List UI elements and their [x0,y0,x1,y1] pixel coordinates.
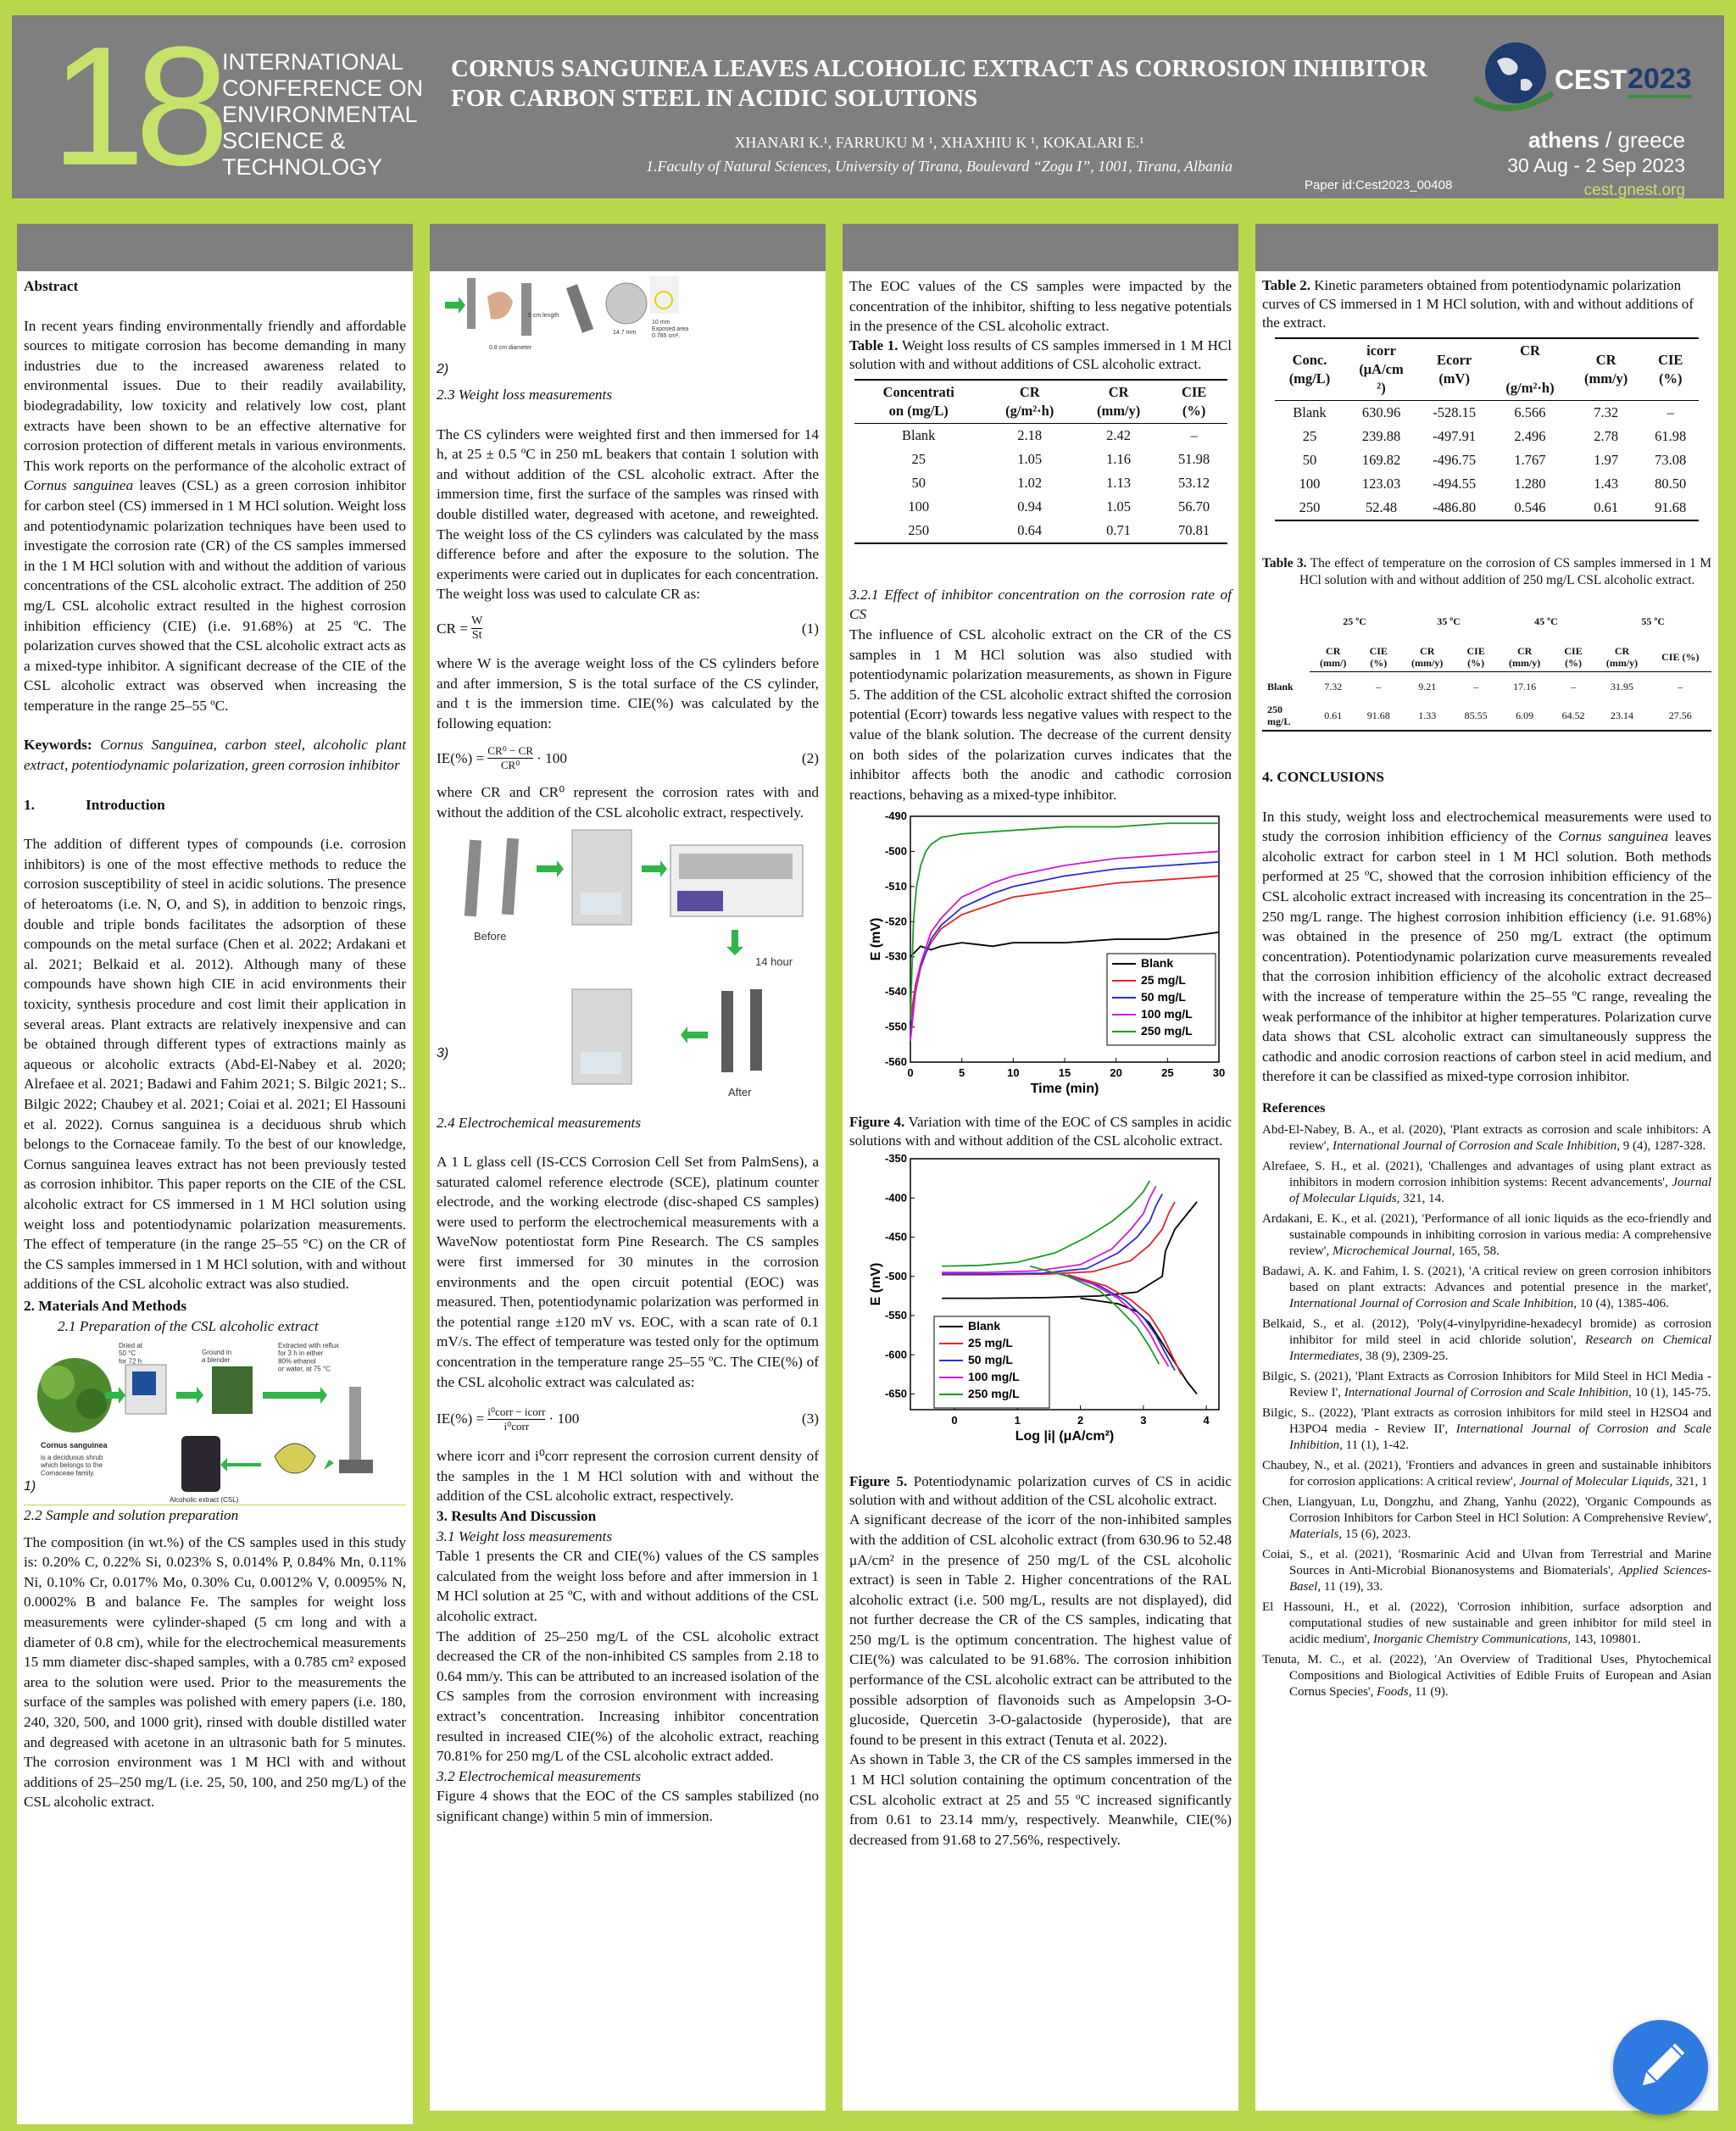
reference-item: Bilgic, S. (2021), 'Plant Extracts as Corrosion Inhibitors for Mild Steel in HCl Media - Review I', International Journal of Corrosion and Scale Inhibition, 10 (1), 145-75. [1262,1369,1711,1399]
x-tick-label: 1 [1014,1414,1021,1427]
table-3-cell: 85.55 [1455,695,1498,731]
table-3-sub-header: CIE (%) [1357,630,1400,672]
figure-3-procedure [437,823,819,1113]
column-2 [430,271,826,2111]
y-tick-label: -600 [884,1348,907,1361]
y-tick-label: -450 [884,1230,907,1244]
table-2-cell: Blank [1293,404,1327,420]
table-row [854,519,1227,543]
subsection-2-1: 2.1 Preparation of the CSL alcoholic extract [58,1317,319,1334]
table-3-cell: 27.56 [1650,695,1711,731]
table-1-header-cell: CIE (%) [1161,380,1227,424]
fig1-extracted-label: Extracted with reflux for 3 h in either 80% ethanol or water, at 75 °C [278,1342,340,1373]
globe-logo-icon [1472,36,1556,120]
fig3-hours-label: 14 hour [755,954,793,968]
table-2-caption: Table 2. Kinetic parameters obtained from potentiodynamic polarization curves of CS immersed in 1 M HCl solution, with and without additions of the extract. [1262,277,1694,331]
electrochem-text: A 1 L glass cell (IS-CCS Corrosion Cell Set from PalmSens), a saturated calomel reference electrode (SCE), platinum counter electrode, and the working electrode (disc-shaped CS samples) were used to perform the electrochemical measurements with a WaveNow potentiostat form Pine Research. The CS samples were first immersed for 30 minutes in the corrosion environments and the open circuit potential (EOC) was measured. Then, potentiodynamic polarization was performed in the potential range ±120 mV vs. EOC, with a scan rate of 0.1 mV/s. The effect of temperature was tested only for the optimum concentration in the temperature range 25–55 ºC. The CIE(%) of the CSL alcoholic extract was calculated as: [437,1154,819,1390]
table-1-cell: 1.02 [1017,474,1043,491]
conference-line: INTERNATIONAL [222,49,404,75]
table-1-cell: 53.12 [1178,474,1210,491]
table-2-cell: 1.97 [1594,452,1619,468]
table-3-temp-header: 55 ºC [1641,615,1666,627]
table-1-cell: 0.94 [1017,498,1043,515]
y-axis-label: E (mV) [869,917,883,961]
equation-number: (1) [801,620,819,637]
column-header-bar [1255,224,1718,271]
figure-4-caption: Figure 4. Variation with time of the EOC of CS samples in acidic solutions with and without addition of the CSL alcoholic extract. [849,1114,1232,1149]
sample-text: The composition (in wt.%) of the CS samples used in this study is: 0.20% C, 0.22% Si, 0.023% S, 0.014% P, 0.84% Mn, 0.11% Ni, 0.10% Cr, 0.017% Mo, 0.30% Cu, 0.0012% V, 0.0095% N, 0.0002% B and balance Fe. The samples for weight loss measurements were cylinder-shaped (5 cm long and with a diameter of 0.8 cm), while for the electrochemical measurements 15 mm diameter disc-shaped samples, with a 0.785 cm² exposed area to the solution were used. Prior to the measurements the surface of the samples was polished with emery papers (i.e. 180, 240, 320, 500, and 1000 grit), rinsed with double distilled water and degreased with acetone in an ultrasonic bath for 5 minutes. The corrosion environment was 1 M HCl with and without additions of 25–250 mg/L (i.e. 25, 50, 100, and 250 mg/L) of the CSL alcoholic extract. [24,1533,406,1811]
conference-dates: 30 Aug - 2 Sep 2023 [1507,154,1685,176]
table-2-cell: 250 [1275,496,1344,520]
keywords: Keywords: Cornus Sanguinea, carbon steel, alcoholic plant extract, potentiodynamic polarization, green corrosion inhibitor [24,737,406,774]
x-tick-label: 25 [1161,1066,1174,1080]
fig3-after-label: After [728,1085,752,1099]
column-4 [1255,271,1718,2111]
poster-title: CORNUS SANGUINEA LEAVES ALCOHOLIC EXTRACT AS CORROSION INHIBITOR FOR CARBON STEEL IN ACIDIC SOLUTIONS [451,55,1427,112]
table-3-caption: Table 3. The effect of temperature on the corrosion of CS samples immersed in 1 M HCl solution with and without addition of 250 mg/L CSL alcoholic extract. [1262,556,1711,587]
table-row [1275,472,1699,496]
fig2-length-label: 5 cm length [528,313,559,319]
subsection-2-3: 2.3 Weight loss measurements [437,387,613,403]
venue [1473,127,1685,153]
table-1-header-cell: Concentrati on (mg/L) [854,380,983,424]
abstract-heading: Abstract [24,278,79,294]
conclusions-text: In this study, weight loss and electrochemical measurements were used to study the corrosion inhibition efficiency of the Cornus sanguinea leaves alcoholic extract for carbon steel in 1 M HCl solution. Both methods performed at 25 ºC, showed that the corrosion inhibition efficiency of the CSL alcoholic extract increased with increasing its concentration in the 25–250 mg/L range. The highest corrosion inhibition efficiency (i.e. 91.68%) was obtained in the presence of 250 mg/L extract (the optimum concentration). Potentiodynamic polarization curve measurements revealed that the corrosion inhibition efficiency of the alcoholic extract decreased with the increase of temperature within the 25–55 ºC range, revealing the weak performance of the inhibitor at higher temperatures. Polarization curve data shows that CSL alcoholic extract can simultaneously suppress the cathodic and anodic corrosion reactions of carbon steel in acid medium, and therefore it can be classified as mixed-type corrosion inhibitor. [1262,808,1711,1085]
intro-text: The addition of different types of compounds (i.e. corrosion inhibitors) is one of the most effective methods to reduce the corrosion susceptibility of steel in acidic solutions. The presence of heteroatoms (i.e. N, O, and S), in addition to benzoic rings, double and triple bonds facilitates the adsorption of these compounds on the metal surface (Chen et al. 2022; Ardakani et al. 2021; Belkaid et al. 2012). Although many of these compounds have shown high CIE in acid environments their toxicity, synthesis procedure and cost limit their application in several areas. Plant extracts are relatively inexpensive and can be obtained through different types of extractions mainly as aqueous or alcoholic extracts (Abd-El-Nabey et al. 2020; Alrefaee et al. 2021; Badawi and Fahim 2021; S. Bilgic 2021; S.. Bilgic 2022; Chaubey et al. 2021; Coiai et al. 2021; El Hassouni et al. 2022). Cornus sanguinea is a deciduous shrub which belongs to the Cornaceae family. To the best of our knowledge, Cornus sanguinea leaves extract has not been previously tested as corrosion inhibitor. This paper reports on the CIE of the CSL alcoholic extract for CS immersed in 1 M HCl solution using weight loss and potentiodynamic polarization measurements. The effect of temperature (in the range 25–55 °C) on the CR of the CS samples immersed in 1 M HCl solution, with and without additions of the CSL alcoholic extract was also studied. [24,836,406,1293]
table-2-cell: 7.32 [1594,404,1619,420]
series-line [942,1202,1197,1299]
figure-5-caption: Figure 5. Potentiodynamic polarization curves of CS in acidic solution with and without addition of the CSL alcoholic extract. [849,1473,1232,1509]
table-3-temp-header: 25 ºC [1343,615,1366,627]
table-2-cell: 6.566 [1514,404,1546,420]
table-1-cell: Blank [902,426,936,443]
table-1-caption: Table 1. Weight loss results of CS samples immersed in 1 M HCl solution with and without additions of CSL alcoholic extract. [849,337,1232,372]
table-3-cell: – [1376,681,1382,693]
reference-item: Ardakani, E. K., et al. (2021), 'Performance of all ionic liquids as the eco-friendly and sustainable compounds in inhibiting corrosion in various media: A comprehensive review', Microchemical Journal, 165, 58. [1262,1211,1711,1258]
y-tick-label: -550 [884,1309,907,1322]
table-1-cell: – [1190,426,1198,443]
paper-id: Paper id:Cest2023_00408 [1305,178,1453,192]
legend-label: 250 mg/L [968,1387,1020,1401]
table-1-cell: 50 [911,474,926,491]
table-2-header-cell: icorr (μA/cm ²) [1344,338,1418,401]
poster-header [12,15,1724,198]
legend-label: 250 mg/L [1141,1024,1193,1038]
table-2-header-cell: CIE (%) [1642,338,1699,401]
x-tick-label: 10 [1007,1066,1020,1080]
abstract-text: In recent years finding environmentally friendly and affordable sources to mitigate corrosion has become demanding in many industries due to the increased awareness related to environmental issues. Due to their readily availability, biodegradability, low toxicity and relatively low cost, plant extracts have been shown to be an effective alternative for corrosion protection of different metals in various environments. This work reports on the performance of the alcoholic extract of Cornus sanguinea leaves (CSL) as a green corrosion inhibitor for carbon steel (CS) immersed in 1 M HCl solution. Weight loss and potentiodynamic polarization techniques have been used to investigate the corrosion rate (CR) of the CS samples immersed in the 1 M HCl solution with and without the addition of various concentrations of the CSL alcoholic extract. The addition of 250 mg/L CSL alcoholic extract resulted in the highest corrosion inhibition efficiency (CIE) (i.e. 91.68%) at 25 ºC. The polarization curves showed that the CSL alcoholic extract acts as a mixed-type inhibitor. A significant decrease of the CIE of the CSL alcoholic extract was observed when increasing the temperature in the range 25–55 ºC. [24,317,406,714]
equation-3: IE(%) = i⁰corr − icorr i⁰corr · 100 (3) [437,1405,819,1433]
table-2-cell: 239.88 [1361,428,1401,444]
conference-line: ENVIRONMENTAL [222,102,418,127]
fig1-label: 1) [24,1479,36,1494]
table-3-temp-header: 35 ºC [1437,615,1461,627]
x-tick-label: 0 [907,1066,914,1080]
figure-5-svg [849,1150,1231,1472]
legend-label: Blank [968,1319,1001,1333]
table-3-cell: 250 mg/L [1262,695,1310,731]
conference-line: TECHNOLOGY [222,154,383,180]
column-header-bar [843,224,1238,271]
table-2-cell: 91.68 [1642,496,1699,520]
table-1-cell: 1.16 [1106,450,1132,467]
table-row [1275,496,1699,520]
conference-name [222,49,442,181]
y-tick-label: -650 [884,1387,907,1400]
table-2-cell: 1.43 [1594,476,1619,492]
table-3-cell: – [1678,681,1683,693]
table-2-cell: 0.61 [1570,496,1643,520]
fig1-species-desc: is a deciduous shrub which belongs to the Cornaceae family. [41,1454,103,1477]
y-tick-label: -500 [884,844,907,858]
table-1-cell: 2.42 [1106,426,1132,443]
y-axis-label: E (mV) [869,1262,883,1306]
subsection-2-2: 2.2 Sample and solution preparation [24,1507,239,1524]
results-para-1: Table 1 presents the CR and CIE(%) values of the CS samples calculated from the weight loss before and after immersion in 1 M HCl solution at 25 ºC, with and without additions of the CSL alcoholic extract. [437,1548,819,1624]
icorr-text: A significant decrease of the icorr of the non-inhibited samples with the addition of CSL alcoholic extract (from 630.96 to 52.48 μA/cm² in the presence of 250 mg/L of the CSL alcoholic extract) is seen in Table 2. Higher concentrations of the RAL alcoholic extract (i.e. 500 mg/L, results are not displayed), did not further decrease the CR of the CS samples, indicating that 250 mg/L is the optimum concentration. The highest value of CIE(%) was calculated to be 91.68%. The corrosion inhibition performance of the CSL alcoholic extract can be attributed to the possible adsorption of flavonoids such as Ampelopsin 3-O-glucoside, Quercetin 3-O-galactoside (hyperoside), that are found to be present in this extract (Tenuta et al. 2022). [849,1511,1232,1748]
fig2-area-label: 10 mm Exposed area 0.785 cm². [652,320,689,340]
table-3-cell: 7.32 [1324,681,1343,693]
where-3-text: where icorr and i⁰corr represent the corrosion current density of the samples in the 1 M HCl solution with and without the addition of the CSL alcoholic extract, respectively. [437,1448,819,1505]
table-1-cell: 56.70 [1178,498,1210,515]
table-3 [1262,613,1711,732]
reference-item: Bilgic, S.. (2022), 'Plant extracts as corrosion inhibitors for mild steel in H2SO4 and H3PO4 media - Review II', International Journal of Corrosion and Scale Inhibition, 11 (1), 1-42. [1262,1405,1711,1452]
fig2-diameter-label: 0.8 cm diameter [489,345,532,351]
fig2-mm-label: 14.7 mm [613,330,637,336]
table-3-sub-header: CIE (%) [1650,630,1711,672]
table-3-sub-header: CIE (%) [1455,630,1498,672]
legend-label: Blank [1141,956,1174,971]
intro-heading: 1. Introduction [24,796,165,813]
series-line [910,932,1219,957]
table-2-cell: 1.280 [1514,476,1546,492]
table-3-cell: 64.52 [1552,695,1595,731]
table-1-cell: 1.13 [1106,474,1132,491]
table-1-cell: 1.05 [1017,450,1043,467]
x-tick-label: 30 [1212,1066,1226,1080]
table-row [1275,401,1699,426]
table-2-cell: 169.82 [1361,452,1401,468]
table-1-header-cell: CR (mm/y) [1077,380,1161,424]
table-row [854,448,1227,471]
y-tick-label: -490 [884,810,907,823]
subsection-3-1: 3.1 Weight loss measurements [437,1527,613,1544]
legend-label: 100 mg/L [968,1370,1020,1384]
table-3-sub-header: CR (mm/y) [1594,630,1649,672]
y-tick-label: -510 [884,880,907,893]
series-line [942,1187,1156,1273]
table-1-cell: 70.81 [1161,519,1227,543]
fig2-label: 2) [437,362,449,376]
table-3-cell: Blank [1267,680,1294,693]
where-2-text: where CR and CR⁰ represent the corrosion rates with and without the addition of the CSL alcoholic extract, respectively. [437,784,819,821]
table-3-cell: 17.16 [1513,681,1537,693]
y-tick-label: -520 [884,915,907,928]
reference-item: Abd-El-Nabey, B. A., et al. (2020), 'Plant extracts as corrosion and scale inhibitors: A review', International Journal of Corrosion and Scale Inhibition, 9 (4), 1287-328. [1262,1122,1711,1153]
table-3-sub-header: CIE (%) [1552,630,1595,672]
equation-number: (3) [801,1410,819,1427]
table-3-cell: – [1571,681,1577,693]
cest-year: 2023 [1628,63,1692,98]
table-2-cell: – [1666,404,1674,420]
table-2-cell: 2.496 [1514,428,1546,444]
table-2-cell: -496.75 [1433,452,1477,468]
figure-5-polarization-chart [849,1150,1232,1472]
table-2-cell: 1.767 [1514,452,1546,468]
affiliation: 1.Faculty of Natural Sciences, University of Tirana, Boulevard “Zogu I”, 1001, Tirana, Albania [646,158,1232,175]
series-line [942,1202,1175,1275]
x-tick-label: 5 [959,1066,965,1080]
figure-1-extraction-scheme [24,1336,406,1505]
y-tick-label: -500 [884,1270,907,1283]
table-3-cell: 6.09 [1498,695,1552,731]
equation-2: IE(%) = $\frac{\text{CR⁰ − CR}}{\text{CR⁰}}$ · 100 (2) [437,743,819,771]
table-1-cell: 100 [908,498,930,515]
equation-number: (2) [801,749,819,766]
table-3-cell: 0.61 [1310,695,1357,731]
table-row [854,423,1227,448]
inhibitor-conc-text: The influence of CSL alcoholic extract on the CR of the CS samples in 1 M HCl solution was also studied with potentiodynamic polarization measurements, as shown in Figure 5. The addition of the CSL alcoholic extract shifted the corrosion potential (Ecorr) towards less negative values with respect to the value of the blank solution. The decrease of the current density on both sides of the polarization curves indicates that the inhibitor affects both the anodic and cathodic corrosion reactions, behaving as a mixed-type inhibitor. [849,626,1232,803]
table-2-cell: 0.546 [1490,496,1570,520]
table-1-cell: 0.64 [983,519,1077,543]
results-para-2: The addition of 25–250 mg/L of the CSL alcoholic extract decreased the CR of the non-inhibited CS samples from 2.18 to 0.64 mm/y. This can be attributed to an increased isolation of the CS samples from the corrosion environment with increasing extract’s concentration. Increasing inhibitor concentration resulted in increased CIE(%) of the alcoholic extract, reaching 70.81% for 250 mg/L of the CSL alcoholic extract added. [437,1627,819,1765]
y-tick-label: -400 [884,1191,907,1205]
column-header-bar [17,224,413,271]
reference-item: Coiai, S., et al. (2021), 'Rosmarinic Acid and Ulvan from Terrestrial and Marine Sources in Anti-Microbial Bionanosystems and Biomaterials', Applied Sciences-Basel, 11 (19), 33. [1262,1547,1711,1594]
table-1-header-cell: CR (g/m²·h) [983,380,1077,424]
table-1-cell: 25 [911,450,926,467]
table-3-cell: 1.33 [1400,695,1455,731]
table-3-sub-header: CR (mm/y) [1400,630,1455,672]
figure-4-svg [849,808,1231,1113]
table-2-header-cell: CR (mm/y) [1570,338,1643,401]
table-1-cell: 250 [854,519,983,543]
table-3-cell: – [1473,681,1479,693]
table-2-cell: -528.15 [1433,404,1477,420]
table-2-cell: 123.03 [1361,476,1401,492]
table-1 [854,379,1227,544]
reference-item: Chaubey, N., et al. (2021), 'Frontiers and advances in green and sustainable inhibitors for corrosion applications: A critical review', Journal of Molecular Liquids, 321, 1 [1262,1458,1711,1488]
eoc-text: The EOC values of the CS samples were impacted by the concentration of the inhibitor, shifting to less negative potentials in the presence of the CSL alcoholic extract. [849,278,1232,335]
y-tick-label: -560 [884,1055,907,1069]
table-row [854,471,1227,495]
fig1-dried-label: Dried at 50 °C for 72 h [119,1342,143,1366]
table-2-cell: -497.91 [1433,428,1477,444]
legend-label: 25 mg/L [1141,973,1186,988]
series-line-cathodic [1061,1274,1175,1371]
edit-button[interactable] [1613,2020,1708,2115]
table-2-cell: 630.96 [1361,404,1401,420]
reference-item: Tenuta, M. C., et al. (2022), 'An Overview of Traditional Uses, Phytochemical Compositions and Biological Activities of Edible Fruits of European and Asian Cornus Species', Foods, 11 (9). [1262,1652,1711,1699]
temperature-text: As shown in Table 3, the CR of the CS samples immersed in the 1 M HCl solution containing the optimum concentration of the CSL alcoholic extract at 25 and 55 ºC increased significantly from 0.61 to 23.14 mm/y, respectively. Meanwhile, CIE(%) decreased from 91.68 to 27.56%, respectively. [849,1751,1232,1848]
table-3-cell: 9.21 [1418,681,1437,693]
y-tick-label: -530 [884,950,907,964]
methods-heading: 2. Materials And Methods [24,1297,187,1314]
reference-item: El Hassouni, H., et al. (2022), 'Corrosion inhibition, surface adsorption and computational studies of new sustainable and green inhibitor for mild steel in acidic medium', Inorganic Chemistry Communications, 143, 109801. [1262,1600,1711,1646]
authors: XHANARI K.¹, FARRUKU M ¹, XHAXHIU K ¹, KOKALARI E.¹ [734,134,1144,151]
results-para-3: Figure 4 shows that the EOC of the CS samples stabilized (no significant change) within 5 min of immersion. [437,1788,819,1824]
pencil-icon [1613,2020,1708,2115]
y-tick-label: -540 [884,985,907,999]
table-3-cell: 31.95 [1611,681,1634,693]
table-2-cell: -494.55 [1433,476,1477,492]
figure-4-eoc-chart [849,808,1232,1113]
x-axis-label: Log |i| (μA/cm²) [1015,1429,1115,1444]
table-2-cell: 80.50 [1655,476,1687,492]
reference-item: Belkaid, S., et al. (2012), 'Poly(4-vinylpyridine-hexadecyl bromide) as corrosion inhibitor for mild steel in acid chloride solution', Research on Chemical Intermediates, 38 (9), 2309-25. [1262,1316,1712,1363]
x-axis-label: Time (min) [1030,1082,1099,1097]
table-2-cell: -486.80 [1418,496,1490,520]
legend-label: 50 mg/L [1141,990,1186,1004]
table-2-cell: 52.48 [1344,496,1418,520]
table-2 [1275,337,1699,521]
table-2-header-cell: CR (g/m²·h) [1490,338,1570,401]
x-tick-label: 4 [1203,1414,1210,1427]
results-heading: 3. Results And Discussion [437,1508,597,1524]
fig3-label: 3) [437,1045,449,1060]
table-2-cell: 50 [1302,452,1317,468]
conference-line: SCIENCE & [222,128,346,153]
table-row [1275,448,1699,472]
table-3-sub-header: CR (mm/y) [1498,630,1552,672]
table-2-cell: 2.78 [1594,428,1619,444]
subsection-3-2-1: 3.2.1 Effect of inhibitor concentration on the corrosion rate of CS [849,586,1232,623]
table-1-cell: 1.05 [1106,498,1132,515]
table-row [1275,425,1699,448]
table-1-cell: 2.18 [1017,426,1043,443]
subsection-3-2: 3.2 Electrochemical measurements [437,1767,642,1784]
x-tick-label: 20 [1110,1066,1122,1080]
y-tick-label: -350 [884,1152,907,1166]
table-2-cell: 61.98 [1655,428,1687,444]
venue-country: / greece [1599,127,1685,153]
table-2-header-cell: Ecorr (mV) [1418,338,1490,401]
table-2-cell: 25 [1302,428,1317,444]
conference-line: CONFERENCE ON [222,75,424,101]
table-1-cell: 51.98 [1178,450,1210,467]
reference-item: Badawi, A. K. and Fahim, I. S. (2021), 'A critical review on green corrosion inhibitors based on plant extracts: Advances and potential presence in the market', International Journal of Corrosion and Scale Inhibition, 10 (4), 1385-406. [1262,1264,1711,1310]
table-row [854,495,1227,519]
table-3-cell: 91.68 [1357,695,1400,731]
column-1 [17,271,413,2124]
series-line [942,1194,1162,1274]
table-3-cell: 23.14 [1594,695,1649,731]
venue-city: athens [1528,127,1600,153]
legend-label: 50 mg/L [968,1353,1013,1367]
legend-label: 100 mg/L [1141,1007,1193,1021]
fig1-ground-label: Ground in a blender [202,1349,232,1365]
table-2-cell: 100 [1299,476,1321,492]
x-tick-label: 2 [1077,1414,1084,1427]
subsection-2-4: 2.4 Electrochemical measurements [437,1114,642,1131]
table-1-cell: 0.71 [1077,519,1161,543]
weight-loss-text: The CS cylinders were weighted first and then immersed for 14 h, at 25 ± 0.5 ºC in 250 mL beakers that contain 1 solution with and without addition of the CSL alcoholic extract. After the immersion time, first the surface of the samples was rinsed with double distilled water, degreased with acetone, and reweighted. The weight loss of the CS cylinders was calculated by the mass difference before and after the exposure to the solution. The experiments were caried out in duplicates for each concentration. The weight loss was used to calculate CR as: [437,426,819,603]
table-2-cell: 73.08 [1655,452,1687,468]
equation-1: CR = $\frac{W}{St}$ (1) [437,615,819,643]
x-tick-label: 3 [1140,1414,1147,1427]
column-header-bar [430,224,826,271]
fig1-product-label: Alcoholic extract (CSL) [170,1496,239,1505]
where-1-text: where W is the average weight loss of the CS cylinders before and after immersion, S is the total surface of the CS cylinder, and t is the immersion time. CIE(%) was calculated by the following equation: [437,654,819,732]
column-3 [843,271,1238,2111]
reference-item: Alrefaee, S. H., et al. (2021), 'Challenges and advantages of using plant extract as inhibitors in modern corrosion inhibition systems: Recent advancements', Journal of Molecular Liquids, 321, 14. [1262,1159,1711,1205]
fig3-before-label: Before [474,929,507,943]
references-heading: References [1262,1100,1326,1116]
legend-label: 25 mg/L [968,1336,1013,1350]
table-2-header-cell: Conc. (mg/L) [1275,338,1344,401]
figure-2-samples [437,276,819,385]
table-3-temp-header: 45 ºC [1534,615,1558,627]
conclusions-heading: 4. CONCLUSIONS [1262,769,1385,785]
cest-logo-text: CEST [1555,64,1628,95]
y-tick-label: -550 [884,1020,907,1033]
table-3-sub-header: CR (mm/) [1310,630,1357,672]
table-row [1262,695,1711,731]
conference-number: 18 [51,15,220,198]
conference-website: cest.gnest.org [1583,181,1685,198]
x-tick-label: 0 [951,1414,958,1427]
x-tick-label: 15 [1058,1066,1071,1080]
references-list [1262,1122,1711,1700]
table-row [1262,672,1711,696]
fig1-species-label: Cornus sanguinea [41,1441,108,1450]
reference-item: Chen, Liangyuan, Lu, Dongzhu, and Zhang, Yanhu (2022), 'Organic Compounds as Corrosion Inhibitors for Carbon Steel in HCl Solution: A Comprehensive Review', Materials, 15 (6), 2023. [1262,1494,1711,1541]
